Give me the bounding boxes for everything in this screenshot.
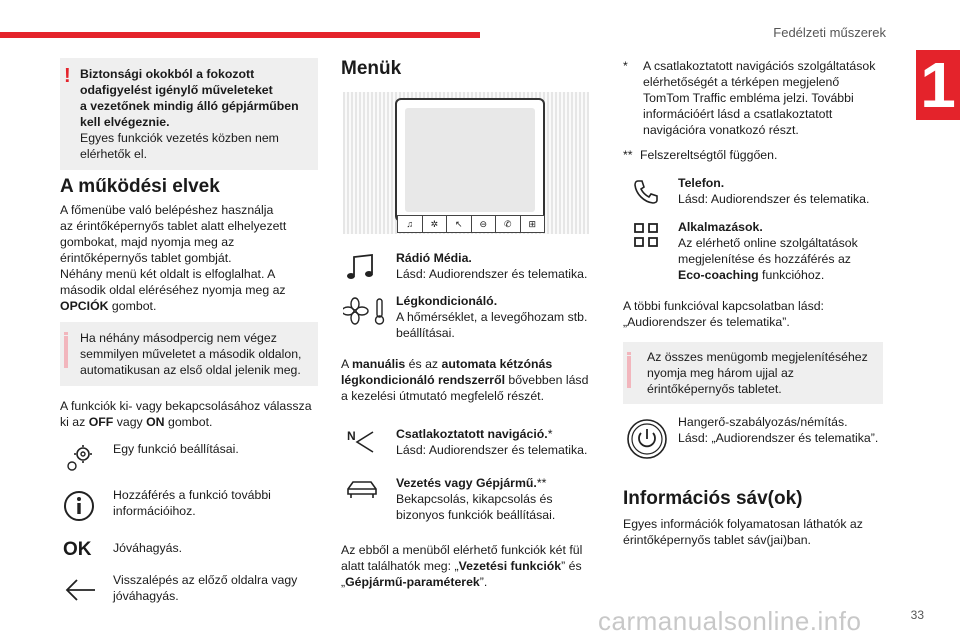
description-line: információihoz.: [113, 504, 196, 518]
phone-icon: ✆: [496, 216, 521, 232]
warning-bold-line: a vezetőnek mindig álló gépjárműben: [80, 99, 299, 113]
paragraph-line: A főmenübe való belépéshez használja: [60, 203, 274, 217]
info-line: automatikusan az első oldal jelenik meg.: [80, 363, 301, 377]
eco-coaching-keyword: Eco-coaching: [678, 268, 759, 282]
volume-text: Lásd: „Audiorendszer és telematika”.: [678, 431, 879, 445]
phone-handset-icon: [632, 178, 660, 206]
header-red-bar: [0, 32, 480, 38]
fan-icon: ✲: [423, 216, 448, 232]
auto-keyword: légkondicionáló rendszerről: [341, 373, 505, 387]
ok-icon: OK: [63, 539, 92, 560]
music-note-icon: ♫: [398, 216, 423, 232]
warning-text-line: elérhetők el.: [80, 147, 147, 161]
vehicle-title: Vezetés vagy Gépjármű.: [396, 476, 537, 490]
page-number: 33: [910, 608, 924, 622]
power-button-icon: [626, 418, 668, 460]
car-icon: ⊖: [472, 216, 497, 232]
principles-paragraph: [60, 202, 320, 314]
footnote-line: Felszereltségtől függően.: [640, 148, 778, 162]
vehicle-text: Bekapcsolás, kikapcsolás és: [396, 492, 553, 506]
paragraph-line: [341, 356, 603, 372]
volume-item: [678, 414, 878, 446]
warning-box: [60, 58, 318, 170]
paragraph-line: a kezelési útmutató megfelelő részét.: [341, 389, 545, 403]
svg-text:N: N: [347, 429, 356, 443]
touchscreen-illustration: [343, 92, 589, 234]
paragraph-line: Egyes információk folyamatosan láthatók az: [623, 517, 863, 531]
navigation-title-line: [396, 426, 587, 442]
apps-grid-icon: [633, 222, 659, 248]
applications-text: megjelenítése és hozzáférés az: [678, 252, 851, 266]
navigation-title: Csatlakoztatott navigáció.: [396, 427, 548, 441]
paragraph-text: gombot.: [108, 299, 157, 313]
description-line: Hozzáférés a funkció további: [113, 488, 271, 502]
paragraph-line: [341, 574, 603, 590]
options-keyword: OPCIÓK: [60, 299, 109, 313]
paragraph-line: [341, 558, 603, 574]
fan-temperature-icon: [343, 296, 387, 326]
watermark: carmanualsonline.info: [598, 606, 862, 636]
paragraph-text: vagy: [113, 415, 147, 429]
radio-media-item: [396, 250, 587, 282]
car-icon: [345, 478, 379, 502]
touchscreen-display: [395, 98, 545, 222]
paragraph-line: [341, 372, 603, 388]
more-info-description: [113, 487, 271, 519]
connected-navigation-item: [396, 426, 587, 458]
paragraph-text: alatt találhatók meg: „: [341, 559, 459, 573]
footnote-2: [623, 147, 893, 163]
section-heading-menus: Menük: [341, 58, 402, 79]
radio-text: Lásd: Audiorendszer és telematika.: [396, 267, 588, 281]
applications-text: [678, 267, 858, 283]
footnote-1: [623, 58, 893, 138]
footnote-mark: **: [536, 476, 547, 490]
chapter-number-tab: 1: [916, 50, 960, 120]
paragraph-text: gombot.: [164, 415, 213, 429]
touchscreen-button-row: [397, 215, 545, 233]
music-note-icon: [345, 252, 377, 282]
vehicle-text: bizonyos funkciók beállításai.: [396, 508, 556, 522]
climate-paragraph: [341, 356, 603, 404]
paragraph-text: bővebben lásd: [505, 373, 589, 387]
footnote-mark: *: [623, 59, 628, 73]
info-box: [623, 342, 883, 404]
vehicle-title-line: [396, 475, 555, 491]
vehicle-parameters-tab-name: Gépjármű-paraméterek: [345, 575, 480, 589]
info-line: semmilyen műveletet a második oldalon,: [80, 347, 302, 361]
applications-text-end: funkcióhoz.: [758, 268, 825, 282]
other-functions-paragraph: [623, 298, 893, 330]
info-circle-icon: [63, 490, 95, 522]
section-heading-info-bar: Információs sáv(ok): [623, 488, 803, 509]
footnote-line: A csatlakoztatott navigációs szolgáltatások: [643, 59, 876, 73]
paragraph-line: „Audiorendszer és telematika”.: [623, 315, 790, 329]
info-line: nyomja meg három ujjal az: [647, 366, 794, 380]
warning-icon: !: [64, 65, 71, 87]
on-keyword: ON: [146, 415, 165, 429]
description-line: Visszalépés az előző oldalra vagy: [113, 573, 298, 587]
auto-keyword: automata kétzónás: [441, 357, 553, 371]
warning-text-line: Egyes funkciók vezetés közben nem: [80, 131, 279, 145]
paragraph-text: ki az: [60, 415, 89, 429]
phone-text: Lásd: Audiorendszer és telematika.: [678, 192, 870, 206]
paragraph-line: Az ebből a menüből elérhető funkciók két fül: [341, 543, 583, 557]
navigation-arrow-icon: [347, 428, 377, 454]
manual-keyword: manuális: [351, 357, 406, 371]
applications-item: [678, 219, 858, 283]
apps-icon: ⊞: [528, 219, 537, 229]
phone-title: Telefon.: [678, 176, 725, 190]
info-line: érintőképernyős tabletet.: [647, 382, 782, 396]
footnote-line: elérhetőségét a térképen megjelenő: [643, 75, 840, 89]
footnote-mark: **: [623, 148, 633, 162]
back-arrow-icon: [63, 576, 97, 604]
info-line: Ha néhány másodpercig nem végez: [80, 331, 277, 345]
paragraph-line: A többi funkcióval kapcsolatban lásd:: [623, 299, 824, 313]
vehicle-item: [396, 475, 555, 523]
footnote-line: navigációra vonatkozó részt.: [643, 123, 799, 137]
back-description: [113, 572, 297, 604]
paragraph-line: az érintőképernyős tablet alatt elhelyezett: [60, 219, 287, 233]
info-box: [60, 322, 318, 386]
paragraph-line: Néhány menü két oldalt is elfoglalhat. A: [60, 267, 276, 281]
settings-description: Egy funkció beállításai.: [113, 442, 239, 456]
vehicle-tabs-paragraph: [341, 542, 603, 590]
air-conditioning-text: beállításai.: [396, 326, 455, 340]
air-conditioning-title: Légkondicionáló.: [396, 294, 498, 308]
paragraph-text: ”.: [479, 575, 488, 589]
paragraph-line: érintőképernyős tablet sáv(jai)ban.: [623, 533, 811, 547]
paragraph-text: A: [341, 357, 352, 371]
air-conditioning-text: A hőmérséklet, a levegőhozam stb.: [396, 310, 588, 324]
navigation-icon: ↖: [447, 216, 472, 232]
footnote-mark: *: [547, 427, 553, 441]
applications-title: Alkalmazások.: [678, 220, 763, 234]
driving-functions-tab-name: Vezetési funkciók: [458, 559, 562, 573]
footnote-line: információért lásd a csatlakoztatott: [643, 107, 833, 121]
paragraph-line: A funkciók ki- vagy bekapcsolásához válassza: [60, 399, 312, 413]
confirm-description: Jóváhagyás.: [113, 541, 183, 555]
paragraph-line: [60, 298, 320, 314]
info-bar-paragraph: [623, 516, 893, 548]
info-icon: [627, 356, 631, 388]
warning-bold-line: odafigyelést igénylő műveleteket: [80, 83, 273, 97]
on-off-paragraph: [60, 398, 320, 430]
info-icon: [64, 336, 68, 368]
section-heading-principles: A működési elvek: [60, 176, 220, 197]
phone-item: [678, 175, 869, 207]
paragraph-text: ” és: [561, 559, 582, 573]
off-keyword: OFF: [88, 415, 114, 429]
chapter-title: Fedélzeti műszerek: [773, 25, 886, 40]
paragraph-text: „: [341, 575, 346, 589]
warning-bold-line: kell elvégeznie.: [80, 115, 170, 129]
settings-gear-icon: [64, 442, 96, 474]
paragraph-line: gombokat, majd nyomja meg az: [60, 235, 235, 249]
air-conditioning-item: [396, 293, 587, 341]
paragraph-text: és az: [405, 357, 442, 371]
warning-bold-line: Biztonsági okokból a fokozott: [80, 67, 255, 81]
info-line: Az összes menügomb megjelenítéséhez: [647, 350, 868, 364]
paragraph-line: második oldal eléréséhez nyomja meg az: [60, 283, 286, 297]
footnote-line: TomTom Traffic embléma jelzi. További: [643, 91, 854, 105]
applications-text: Az elérhető online szolgáltatások: [678, 236, 858, 250]
navigation-text: Lásd: Audiorendszer és telematika.: [396, 443, 588, 457]
radio-title: Rádió Média.: [396, 251, 472, 265]
volume-title: Hangerő-szabályozás/némítás.: [678, 415, 848, 429]
paragraph-line: [60, 414, 320, 430]
description-line: jóváhagyás.: [113, 589, 179, 603]
paragraph-line: érintőképernyős tablet gombját.: [60, 251, 232, 265]
